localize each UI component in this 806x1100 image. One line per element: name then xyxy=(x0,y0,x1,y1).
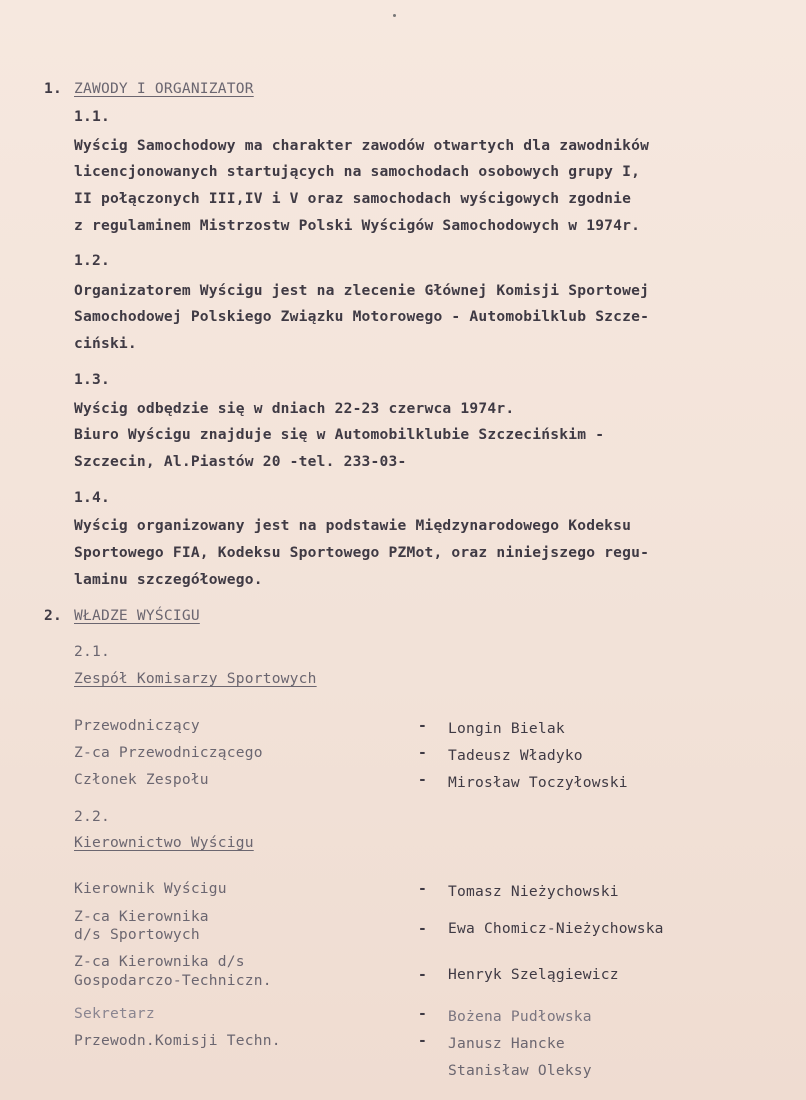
role-label: d/s Sportowych xyxy=(74,926,200,943)
person-name: Henryk Szelągiewicz xyxy=(448,966,619,983)
role-label: Gospodarczo-Techniczn. xyxy=(74,972,272,989)
role-label: Z-ca Kierownika xyxy=(74,908,209,925)
person-name: Janusz Hancke xyxy=(448,1035,565,1052)
text-line: Sportowego FIA, Kodeksu Sportowego PZMot, oraz niniejszego regu- xyxy=(74,544,650,561)
text-line: II połączonych III,IV i V oraz samochodach wyścigowych zgodnie xyxy=(74,190,632,207)
separator-dash: - xyxy=(418,1005,427,1022)
person-name: Bożena Pudłowska xyxy=(448,1008,592,1025)
role-label: Kierownik Wyścigu xyxy=(74,880,227,897)
text-line: laminu szczegółowego. xyxy=(74,571,263,588)
person-name: Longin Bielak xyxy=(448,720,565,737)
text-line: ciński. xyxy=(74,335,137,352)
separator-dash: - xyxy=(418,771,427,788)
paragraph-number: 1.2. xyxy=(74,252,110,269)
subsection-title: Kierownictwo Wyścigu xyxy=(74,834,254,851)
text-line: Wyścig organizowany jest na podstawie Międzynarodowego Kodeksu xyxy=(74,517,632,534)
text-line: z regulaminem Mistrzostw Polski Wyścigów Samochodowych w 1974r. xyxy=(74,217,641,234)
section-heading: ZAWODY I ORGANIZATOR xyxy=(74,80,254,97)
paragraph-number: 1.3. xyxy=(74,371,110,388)
paragraph-number: 2.2. xyxy=(74,808,110,825)
text-line: Szczecin, Al.Piastów 20 -tel. 233-03- xyxy=(74,453,407,470)
role-label: Z-ca Przewodniczącego xyxy=(74,744,263,761)
section-heading: WŁADZE WYŚCIGU xyxy=(74,607,200,624)
separator-dash: - xyxy=(418,920,427,937)
separator-dash: - xyxy=(418,717,427,734)
text-line: licencjonowanych startujących na samochodach osobowych grupy I, xyxy=(74,163,641,180)
section-number: 1. xyxy=(44,80,62,97)
role-label: Sekretarz xyxy=(74,1005,155,1022)
separator-dash: - xyxy=(418,1032,427,1049)
text-line: Wyścig odbędzie się w dniach 22-23 czerwca 1974r. xyxy=(74,400,515,417)
paragraph-number: 2.1. xyxy=(74,643,110,660)
text-line: Wyścig Samochodowy ma charakter zawodów otwartych dla zawodników xyxy=(74,137,650,154)
section-number: 2. xyxy=(44,607,62,624)
text-line: Organizatorem Wyścigu jest na zlecenie Głównej Komisji Sportowej xyxy=(74,282,650,299)
separator-dash: - xyxy=(418,880,427,897)
person-name: Stanisław Oleksy xyxy=(448,1062,592,1079)
paragraph-number: 1.4. xyxy=(74,489,110,506)
separator-dash: - xyxy=(418,966,427,983)
role-label: Członek Zespołu xyxy=(74,771,209,788)
role-label: Przewodn.Komisji Techn. xyxy=(74,1032,281,1049)
person-name: Mirosław Toczyłowski xyxy=(448,774,628,791)
person-name: Tadeusz Władyko xyxy=(448,747,583,764)
text-line: Biuro Wyścigu znajduje się w Automobilklubie Szczecińskim - xyxy=(74,426,605,443)
person-name: Ewa Chomicz-Nieżychowska xyxy=(448,920,664,937)
text-line: Samochodowej Polskiego Związku Motorowego - Automobilklub Szcze- xyxy=(74,308,650,325)
page-mark xyxy=(393,14,396,17)
role-label: Z-ca Kierownika d/s xyxy=(74,953,245,970)
subsection-title: Zespół Komisarzy Sportowych xyxy=(74,670,317,687)
person-name: Tomasz Nieżychowski xyxy=(448,883,619,900)
paragraph-number: 1.1. xyxy=(74,108,110,125)
role-label: Przewodniczący xyxy=(74,717,200,734)
separator-dash: - xyxy=(418,744,427,761)
